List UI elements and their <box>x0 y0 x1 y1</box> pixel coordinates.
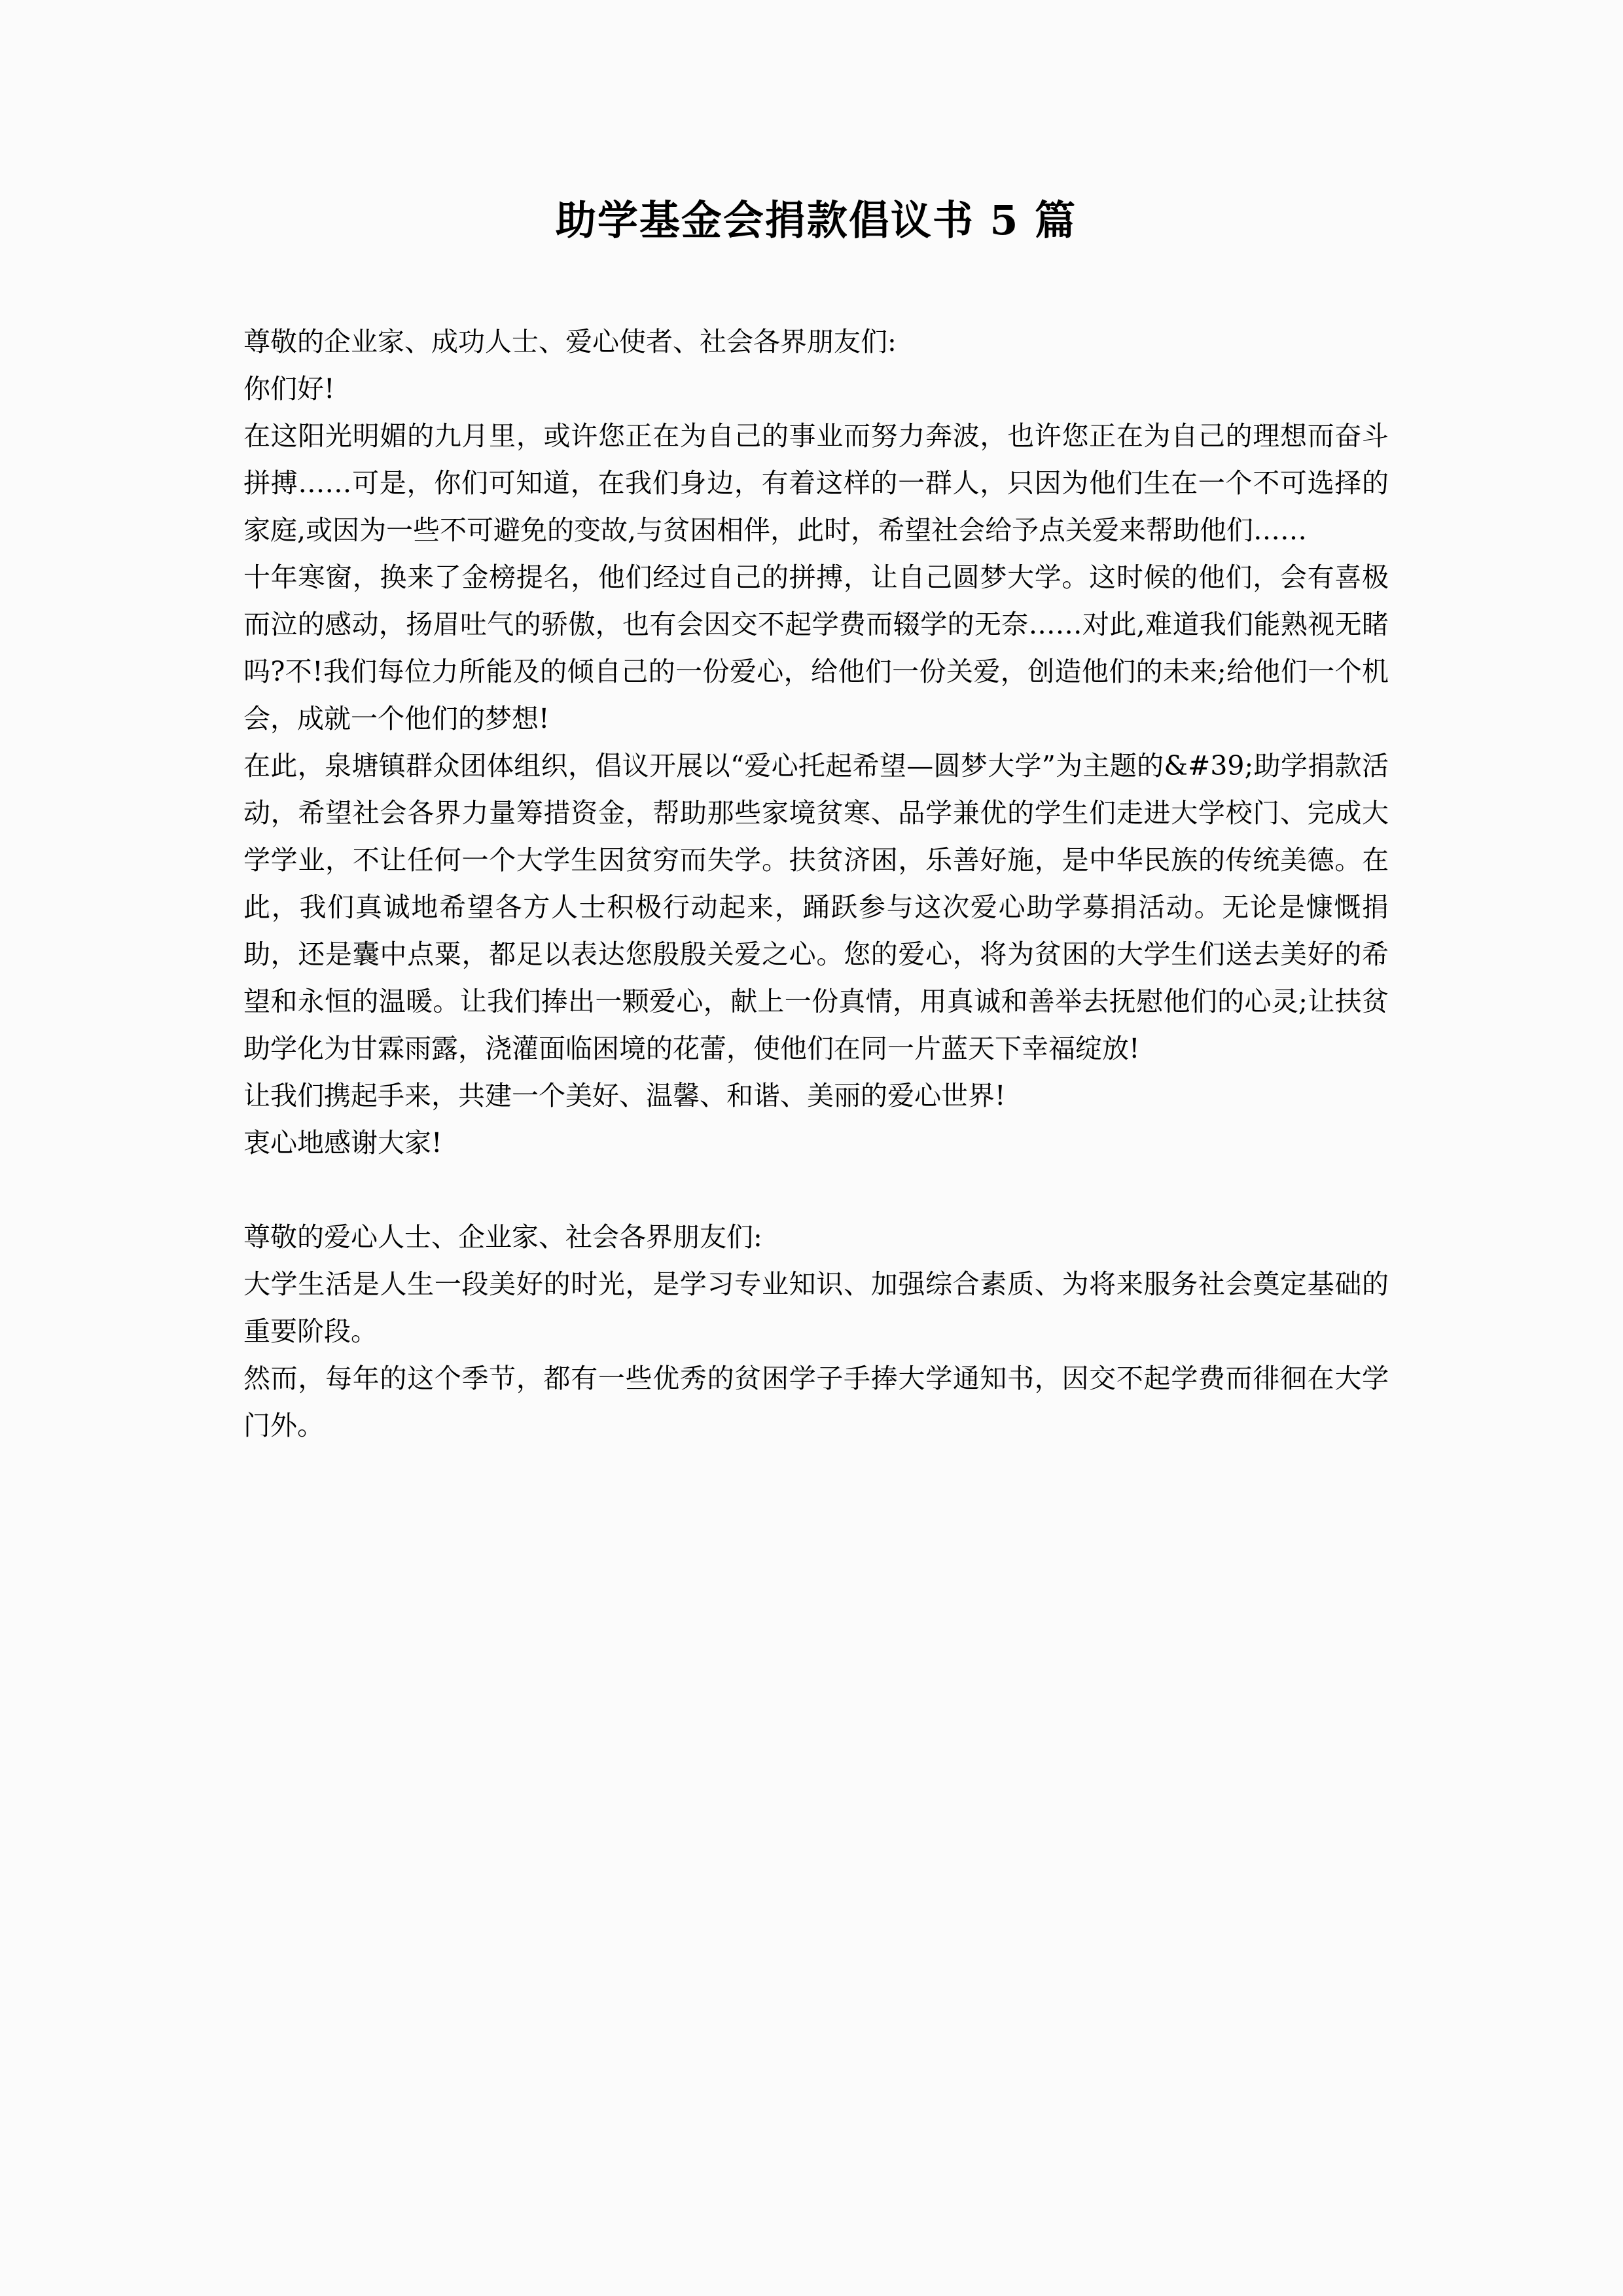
paragraph: 然而，每年的这个季节，都有一些优秀的贫困学子手捧大学通知书，因交不起学费而徘徊在大学门外。 <box>243 1363 1389 1442</box>
document-content-column <box>243 0 1389 1449</box>
paragraph-blank-line <box>243 1166 1389 1213</box>
paragraph: 大学生活是人生一段美好的时光，是学习专业知识、加强综合素质、为将来服务社会奠定基础的重要阶段。 <box>243 1268 1389 1348</box>
paragraph: 尊敬的企业家、成功人士、爱心使者、社会各界朋友们: <box>243 326 897 358</box>
paragraph: 让我们携起手来，共建一个美好、温馨、和谐、美丽的爱心世界! <box>243 1080 1006 1112</box>
paragraph: 在此，泉塘镇群众团体组织，倡议开展以“爱心托起希望—圆梦大学”为主题的&#39;助学捐款活动，希望社会各界力量筹措资金，帮助那些家境贫寒、品学兼优的学生们走进大学校门、完成大学学业，不让任何一个大学生因贫穷而失学。扶贫济困，乐善好施，是中华民族的传统美德。在此，我们真诚地希望各方人士积极行动起来，踊跃参与这次爱心助学募捐活动。无论是慷慨捐助，还是囊中点粟，都足以表达您殷殷关爱之心。您的爱心，将为贫困的大学生们送去美好的希望和永恒的温暖。让我们捧出一颗爱心，献上一份真情，用真诚和善举去抚慰他们的心灵;让扶贫助学化为甘霖雨露，浇灌面临困境的花蕾，使他们在同一片蓝天下幸福绽放! <box>243 750 1389 1065</box>
paragraph: 你们好! <box>243 373 335 405</box>
document-body <box>243 318 1389 1449</box>
paragraph: 在这阳光明媚的九月里，或许您正在为自己的事业而努力奔波，也许您正在为自己的理想而奋斗拼搏……可是，你们可知道，在我们身边，有着这样的一群人，只因为他们生在一个不可选择的家庭,或因为一些不可避免的变故,与贫困相伴，此时，希望社会给予点关爱来帮助他们…… <box>243 420 1389 547</box>
paragraph: 尊敬的爱心人士、企业家、社会各界朋友们: <box>243 1221 762 1253</box>
paragraph: 衷心地感谢大家! <box>243 1127 442 1159</box>
page-title: 助学基金会捐款倡议书 5 篇 <box>555 196 1077 244</box>
paragraph: 十年寒窗，换来了金榜提名，他们经过自己的拼搏，让自己圆梦大学。这时候的他们，会有喜极而泣的感动，扬眉吐气的骄傲，也有会因交不起学费而辍学的无奈……对此,难道我们能熟视无睹吗?不!我们每位力所能及的倾自己的一份爱心，给他们一份关爱，创造他们的未来;给他们一个机会，成就一个他们的梦想! <box>243 562 1389 735</box>
